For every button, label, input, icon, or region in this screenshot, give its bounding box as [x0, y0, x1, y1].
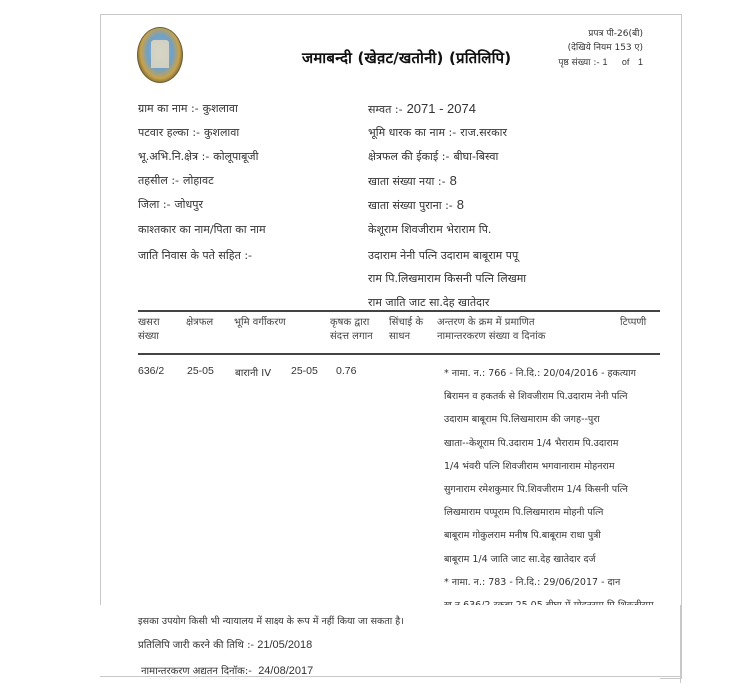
- village-name: ग्राम का नाम :- कुशलावा: [138, 102, 238, 115]
- col-header-remarks: टिप्पणी: [620, 317, 647, 328]
- cell-rent: 0.76: [336, 365, 357, 377]
- land-holder-name: भूमि धारक का नाम :- राज.सरकार: [368, 126, 507, 139]
- page-border-right: [680, 605, 681, 683]
- cultivator-line: राम जाति जाट सा.देह खातेदार: [368, 296, 490, 309]
- cultivator-line: केशूराम शिवजीराम भेराराम पि.: [368, 223, 492, 236]
- col-header-khasra: खसरा संख्या: [138, 317, 160, 342]
- col-header-area: क्षेत्रफल: [186, 317, 214, 328]
- area-unit: क्षेत्रफल की ईकाई :- बीघा-बिस्वा: [368, 150, 499, 163]
- col-header-land-class: भूमि वर्गीकरण: [234, 317, 286, 328]
- col-header-rent: कृषक द्वारा संदत्त लगान: [330, 317, 373, 342]
- legal-disclaimer: इसका उपयोग किसी भी न्यायालय में साक्ष्य के रूप में नहीं किया जा सकता है।: [138, 616, 404, 627]
- cell-khasra: 636/2: [138, 365, 165, 377]
- cell-class-area: 25-05: [291, 365, 318, 377]
- issue-date: प्रतिलिपि जारी करने की तिथि :- 21/05/2018: [138, 639, 313, 651]
- cell-land-class: बारानी IV: [235, 368, 272, 379]
- district: जिला :- जोधपुर: [138, 198, 204, 211]
- land-record-area: भू.अभि.नि.क्षेत्र :- कोलूपाबूजी: [138, 150, 259, 163]
- col-header-mutation: अन्तरण के क्रम में प्रमाणित नामान्तरकरण संख्या व दिनांक: [437, 317, 546, 342]
- cultivator-line: उदाराम नेनी पत्नि उदाराम बाबूराम पपू: [368, 249, 519, 262]
- tehsil: तहसील :- लोहावट: [138, 174, 214, 187]
- rule-reference: (देखिये नियम 153 ए): [567, 43, 643, 53]
- cell-area: 25-05: [187, 365, 214, 377]
- rajasthan-govt-seal-icon: [137, 27, 183, 83]
- khata-number-old: खाता संख्या पुराना :- 8: [368, 197, 465, 212]
- cultivator-line: राम पि.लिखमाराम किसनी पत्नि लिखमा: [368, 272, 527, 285]
- page-number: पृष्ठ संख्या :- 1 of 1: [558, 57, 643, 68]
- col-header-irrigation: सिंचाई के साधन: [389, 317, 424, 342]
- form-reference: [558, 27, 643, 70]
- samvat-year: सम्वत :- 2071 - 2074: [368, 101, 476, 116]
- mutation-update-date: नामान्तरकरण अद्यतन दिनॉक:- 24/08/2017: [141, 665, 314, 677]
- table-top-rule: [138, 310, 660, 312]
- patwar-circle: पटवार हल्का :- कुशलावा: [138, 126, 240, 139]
- form-number: प्रपत्र पी-26(बी): [588, 29, 643, 39]
- cell-mutation-details: * नामा. न.: 766 - नि.दि.: 20/04/2016 - हकत्याग बिरामन व हकतर्क से शिवजीराम पि.उदाराम नेनी पत्नि उदाराम बाबूराम पि.लिखमाराम की जगह--पुरा खाता--केशूराम पि.उदाराम 1/4 भैराराम पि.उदाराम 1/4 भंवरी पत्नि शिवजीराम भगवानाराम मोहनराम सुगनाराम रमेशकुमार पि.शिवजीराम 1/4 किसनी पत्नि लिखमाराम पप्पूराम पि.लिखमाराम मोहनी पत्नि बाबूराम गोकुलराम मनीष पि.बाबूराम राधा पुत्री बाबूराम 1/4 जाति जाट सा.देह खातेदार दर्ज * नामा. न.: 783 - नि.दि.: 29/06/2017 - दान: [444, 368, 636, 588]
- document-title: जमाबन्दी (खेव़ट/खतोनी) (प्रतिलिपि): [302, 49, 512, 67]
- cultivator-label-2: जाति निवास के पते सहित :-: [138, 249, 253, 262]
- khata-number-new: खाता संख्या नया :- 8: [368, 173, 457, 188]
- table-header-rule: [138, 353, 660, 355]
- cultivator-label: काश्तकार का नाम/पिता का नाम: [138, 223, 266, 236]
